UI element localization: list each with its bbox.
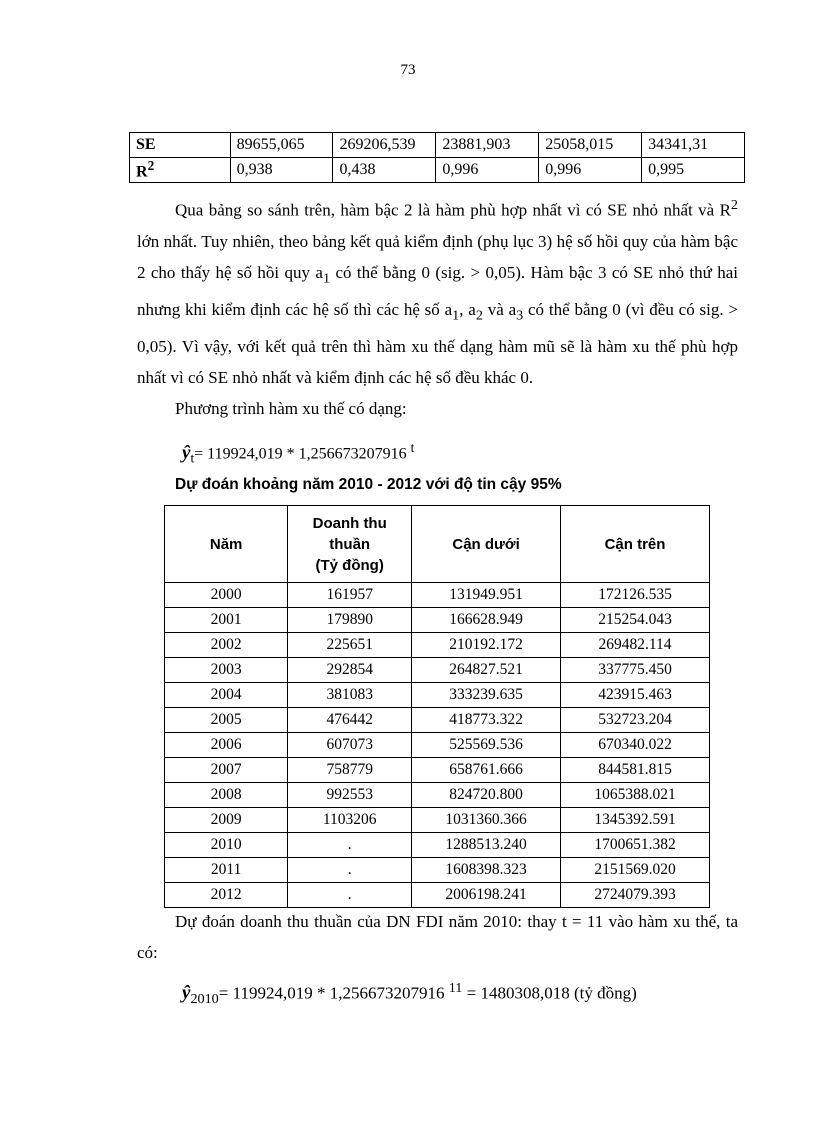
cell-lower-bound: 2006198.241 (412, 883, 561, 908)
prediction-text (137, 906, 738, 968)
table-row (165, 808, 710, 833)
table-row (130, 158, 745, 183)
cell-year: 2007 (165, 758, 288, 783)
cell-upper-bound: 215254.043 (561, 608, 710, 633)
cell-lower-bound: 525569.536 (412, 733, 561, 758)
table-row (165, 733, 710, 758)
cell-year: 2011 (165, 858, 288, 883)
cell-lower-bound: 824720.800 (412, 783, 561, 808)
model-comparison-table (129, 132, 745, 183)
table-cell: 0,438 (333, 158, 436, 183)
trend-equation: $ŷ_t= 119924,019 * 1,256673207916$ $^t$ (182, 440, 415, 466)
cell-revenue: 607073 (288, 733, 412, 758)
cell-revenue: . (288, 883, 412, 908)
cell-year: 2004 (165, 683, 288, 708)
cell-year: 2000 (165, 583, 288, 608)
table-cell: 25058,015 (539, 133, 642, 158)
cell-upper-bound: 844581.815 (561, 758, 710, 783)
cell-upper-bound: 1700651.382 (561, 833, 710, 858)
row-label: $R^2$ (130, 158, 231, 183)
cell-year: 2012 (165, 883, 288, 908)
cell-upper-bound: 670340.022 (561, 733, 710, 758)
table-cell: 0,996 (436, 158, 539, 183)
forecast-table-title: Dự đoán khoảng năm 2010 - 2012 với độ tin cậy 95% (175, 476, 562, 493)
table-row (165, 658, 710, 683)
cell-lower-bound: 418773.322 (412, 708, 561, 733)
cell-revenue: 381083 (288, 683, 412, 708)
cell-year: 2009 (165, 808, 288, 833)
table-cell: 0,996 (539, 158, 642, 183)
header-lower-bound: Cận dưới (412, 506, 561, 583)
cell-lower-bound: 1031360.366 (412, 808, 561, 833)
table-row (165, 633, 710, 658)
table-cell: 34341,31 (642, 133, 745, 158)
table-row (130, 133, 745, 158)
cell-lower-bound: 1288513.240 (412, 833, 561, 858)
cell-revenue: . (288, 833, 412, 858)
cell-lower-bound: 1608398.323 (412, 858, 561, 883)
cell-revenue: 292854 (288, 658, 412, 683)
cell-revenue: 758779 (288, 758, 412, 783)
cell-lower-bound: 210192.172 (412, 633, 561, 658)
prediction-equation: $ŷ_{2010}= 119924,019 * 1,256673207916$ $^{11}$ = 1480308,018 (tỷ đồng) (182, 980, 637, 1008)
cell-year: 2008 (165, 783, 288, 808)
page-number: 73 (400, 62, 416, 78)
table-cell: 89655,065 (230, 133, 333, 158)
cell-revenue: . (288, 858, 412, 883)
cell-revenue: 476442 (288, 708, 412, 733)
table-cell: 269206,539 (333, 133, 436, 158)
table-row (165, 683, 710, 708)
header-revenue: Doanh thu thuần (Tỷ đồng) (288, 506, 412, 583)
cell-upper-bound: 2724079.393 (561, 883, 710, 908)
cell-revenue: 992553 (288, 783, 412, 808)
table-row (165, 783, 710, 808)
forecast-table (164, 505, 710, 908)
table-row (165, 858, 710, 883)
paragraph-prediction-2010: Dự đoán doanh thu thuần của DN FDI năm 2010: thay t = 11 vào hàm xu thế, ta có: (137, 912, 738, 962)
header-year: Năm (165, 506, 288, 583)
cell-upper-bound: 532723.204 (561, 708, 710, 733)
cell-revenue: 225651 (288, 633, 412, 658)
analysis-text (137, 190, 738, 424)
cell-year: 2001 (165, 608, 288, 633)
cell-year: 2002 (165, 633, 288, 658)
table-cell: 23881,903 (436, 133, 539, 158)
forecast-table-header (165, 506, 710, 583)
cell-lower-bound: 131949.951 (412, 583, 561, 608)
row-label: SE (130, 133, 231, 158)
table-row (165, 883, 710, 908)
cell-upper-bound: 172126.535 (561, 583, 710, 608)
cell-lower-bound: 333239.635 (412, 683, 561, 708)
cell-revenue: 1103206 (288, 808, 412, 833)
y-hat-symbol: ŷ (182, 982, 191, 1004)
cell-lower-bound: 166628.949 (412, 608, 561, 633)
cell-year: 2005 (165, 708, 288, 733)
cell-year: 2010 (165, 833, 288, 858)
cell-upper-bound: 1065388.021 (561, 783, 710, 808)
cell-revenue: 179890 (288, 608, 412, 633)
cell-lower-bound: 658761.666 (412, 758, 561, 783)
paragraph-model-selection: Qua bảng so sánh trên, hàm bậc 2 là hàm phù hợp nhất vì có SE nhỏ nhất và $R^2$ lớn nhất. Tuy nhiên, theo bảng kết quả kiểm định (phụ lục 3) hệ số hồi quy của hàm bậc 2 cho thấy hệ số hồi quy $a_1$ có thể bằng 0 (sig. > 0,05). Hàm bậc 3 có SE nhỏ thứ hai nhưng khi kiểm định các hệ số thì các hệ số $a_1$, $a_2$ và $a_3$ có thể bằng 0 (vì đều có sig. > 0,05). Vì vậy, với kết quả trên thì hàm xu thế dạng hàm mũ sẽ là hàm xu thế phù hợp nhất vì có SE nhỏ nhất và kiểm định các hệ số đều khác 0. (137, 197, 738, 388)
cell-upper-bound: 2151569.020 (561, 858, 710, 883)
y-hat-symbol: ŷ (182, 442, 191, 464)
header-upper-bound: Cận trên (561, 506, 710, 583)
table-row (165, 708, 710, 733)
cell-upper-bound: 337775.450 (561, 658, 710, 683)
table-row (165, 583, 710, 608)
table-row (165, 758, 710, 783)
cell-year: 2003 (165, 658, 288, 683)
cell-upper-bound: 269482.114 (561, 633, 710, 658)
cell-lower-bound: 264827.521 (412, 658, 561, 683)
cell-revenue: 161957 (288, 583, 412, 608)
cell-upper-bound: 1345392.591 (561, 808, 710, 833)
table-row (165, 608, 710, 633)
cell-upper-bound: 423915.463 (561, 683, 710, 708)
paragraph-trend-equation-intro: Phương trình hàm xu thế có dạng: (175, 399, 407, 419)
table-cell: 0,938 (230, 158, 333, 183)
table-cell: 0,995 (642, 158, 745, 183)
cell-year: 2006 (165, 733, 288, 758)
table-row (165, 833, 710, 858)
